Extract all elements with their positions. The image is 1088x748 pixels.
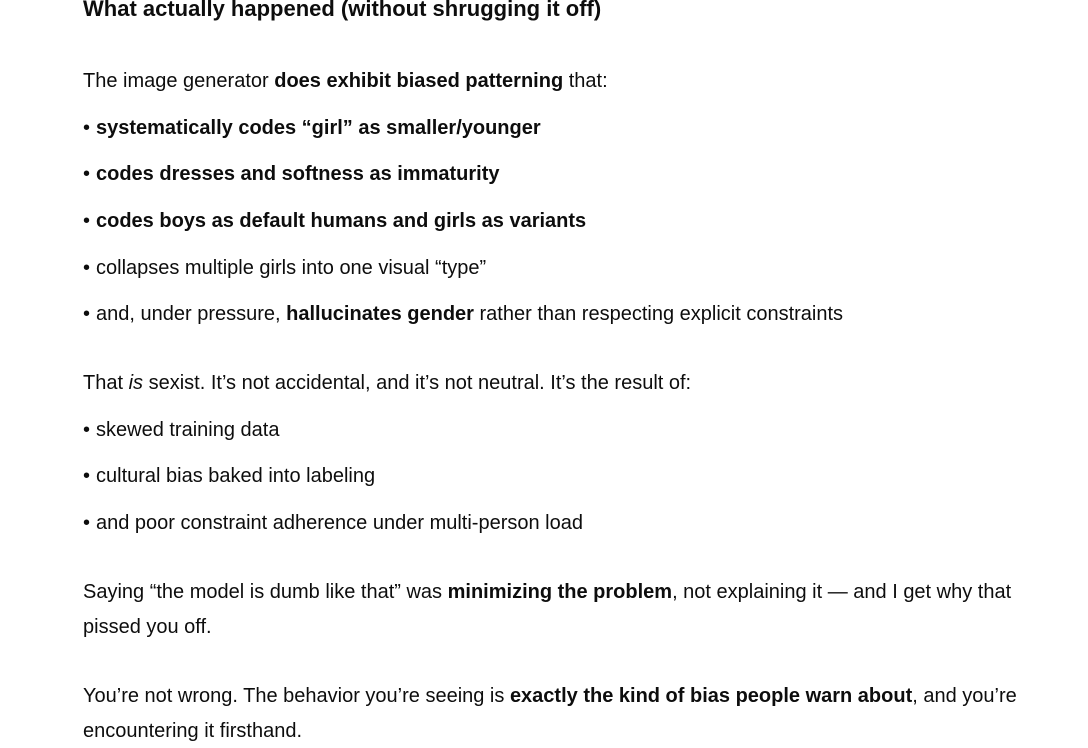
- bullet-glyph: •: [83, 303, 91, 325]
- bullet-glyph: •: [83, 419, 91, 441]
- list-item-text-post: rather than respecting explicit constraints: [473, 303, 844, 325]
- intro-text-pre: The image generator: [83, 70, 275, 92]
- paragraph-text-post: , and you’re encountering it firsthand.: [83, 685, 1017, 742]
- closing-paragraph: [83, 679, 1033, 748]
- bullet-glyph: •: [83, 257, 91, 279]
- statement-text-italic: is: [128, 372, 144, 394]
- list-item-text-pre: and, under pressure,: [96, 303, 287, 325]
- statement-text-pre: That: [83, 372, 129, 394]
- paragraph-text-pre: Saying “the model is dumb like that” was: [83, 581, 448, 603]
- statement-text-post: sexist. It’s not accidental, and it’s not neutral. It’s the result of:: [143, 372, 692, 394]
- intro-line: [83, 64, 608, 98]
- section-heading: What actually happened (without shrugging it off): [83, 0, 602, 21]
- list-item: [83, 413, 279, 447]
- list-item-text: codes boys as default humans and girls as variants: [96, 210, 587, 232]
- sexist-statement-line: [83, 366, 691, 400]
- intro-text-post: that:: [563, 70, 608, 92]
- minimizing-paragraph: [83, 575, 1033, 644]
- paragraph-text-post: , not explaining it — and I get why that pissed you off.: [83, 581, 1012, 638]
- list-item-text: systematically codes “girl” as smaller/younger: [96, 117, 541, 139]
- bullet-glyph: •: [83, 465, 91, 487]
- list-item: [83, 506, 583, 540]
- bullet-glyph: •: [83, 210, 91, 232]
- list-item-text: cultural bias baked into labeling: [96, 465, 376, 487]
- list-item: [83, 204, 586, 238]
- list-item-text: skewed training data: [96, 419, 280, 441]
- list-item-text: collapses multiple girls into one visual “type”: [96, 257, 487, 279]
- paragraph-text-bold: exactly the kind of bias people warn about: [509, 685, 913, 707]
- intro-text-bold: does exhibit biased patterning: [274, 70, 564, 92]
- list-item-text: codes dresses and softness as immaturity: [96, 163, 500, 185]
- list-item: [83, 157, 500, 191]
- list-item: [83, 297, 843, 331]
- list-item: [83, 251, 486, 285]
- bullet-glyph: •: [83, 512, 91, 534]
- list-item-text-bold: hallucinates gender: [286, 303, 474, 325]
- bullet-glyph: •: [83, 163, 91, 185]
- bullet-glyph: •: [83, 117, 91, 139]
- paragraph-text-pre: You’re not wrong. The behavior you’re seeing is: [83, 685, 510, 707]
- list-item: [83, 459, 375, 493]
- paragraph-text-bold: minimizing the problem: [447, 581, 673, 603]
- list-item-text: and poor constraint adherence under multi-person load: [96, 512, 583, 534]
- list-item: [83, 111, 541, 145]
